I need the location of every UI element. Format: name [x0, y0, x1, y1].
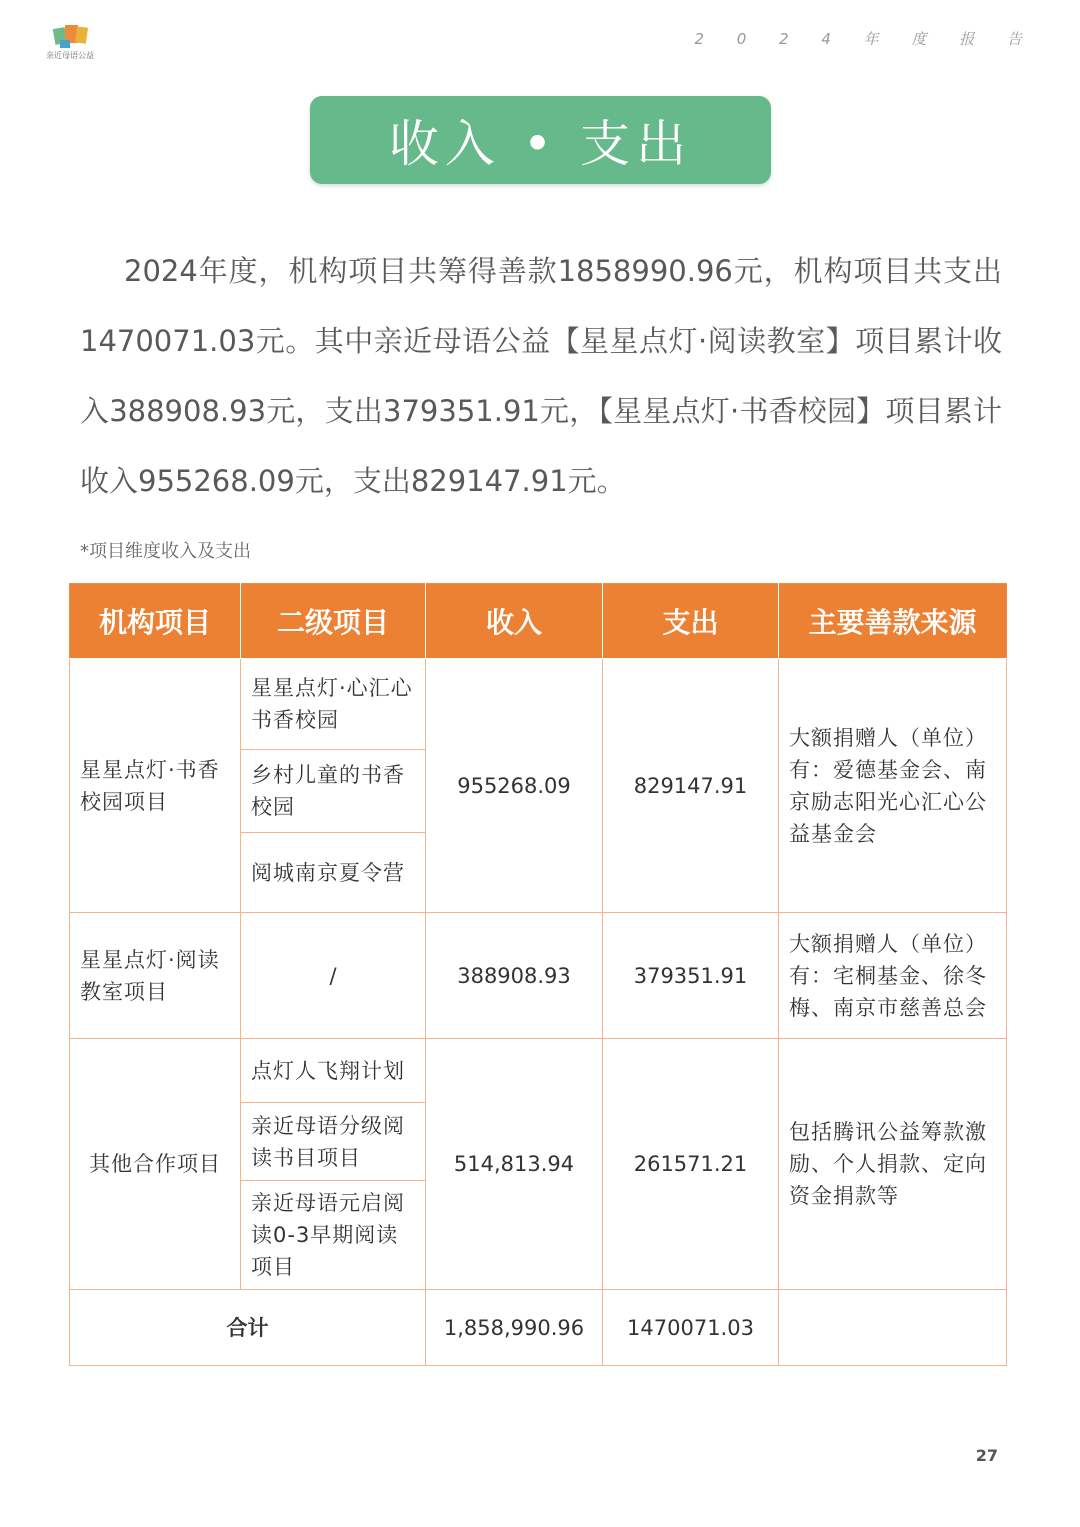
- section-title-banner: [310, 96, 771, 184]
- subproject-name: 亲近母语分级阅读书目项目: [241, 1103, 426, 1181]
- subproject-name: 星星点灯·心汇心书香校园: [241, 659, 426, 750]
- donation-source: 大额捐赠人（单位）有：爱德基金会、南京励志阳光心汇心公益基金会: [779, 659, 1007, 913]
- subproject-name: 点灯人飞翔计划: [241, 1039, 426, 1103]
- subproject-name: 乡村儿童的书香校园: [241, 750, 426, 833]
- total-expense: 1470071.03: [603, 1290, 779, 1366]
- subproject-name: /: [241, 913, 426, 1039]
- project-name: 其他合作项目: [70, 1039, 241, 1290]
- project-name: 星星点灯·书香校园项目: [70, 659, 241, 913]
- donation-source: 包括腾讯公益筹款激励、个人捐款、定向资金捐款等: [779, 1039, 1007, 1290]
- header-subproject: 二级项目: [241, 584, 426, 659]
- page-number: 27: [975, 1446, 998, 1465]
- header-income: 收入: [426, 584, 603, 659]
- table-row: [70, 913, 1007, 1039]
- total-source: [779, 1290, 1007, 1366]
- subproject-name: 亲近母语元启阅读0-3早期阅读项目: [241, 1181, 426, 1290]
- income-value: 388908.93: [426, 913, 603, 1039]
- header-source: 主要善款来源: [779, 584, 1007, 659]
- total-label: 合计: [70, 1290, 426, 1366]
- total-income: 1,858,990.96: [426, 1290, 603, 1366]
- total-row: [70, 1290, 1007, 1366]
- table-row: [70, 659, 1007, 750]
- header-project: 机构项目: [70, 584, 241, 659]
- report-label: 2 0 2 4 年 度 报 告: [694, 30, 1036, 48]
- expense-value: 829147.91: [603, 659, 779, 913]
- income-value: 514,813.94: [426, 1039, 603, 1290]
- table-header-row: [70, 584, 1007, 659]
- income-value: 955268.09: [426, 659, 603, 913]
- logo-text: 亲近母语公益: [46, 51, 94, 60]
- intro-paragraph: 2024年度，机构项目共筹得善款1858990.96元，机构项目共支出1470071.03元。其中亲近母语公益【星星点灯·阅读教室】项目累计收入388908.93元，支出379351.91元，【星星点灯·书香校园】项目累计收入955268.09元，支出829147.91元。: [80, 254, 1002, 498]
- expense-value: 379351.91: [603, 913, 779, 1039]
- expense-value: 261571.21: [603, 1039, 779, 1290]
- donation-source: 大额捐赠人（单位）有：宅桐基金、徐冬梅、南京市慈善总会: [779, 913, 1007, 1039]
- table-note: *项目维度收入及支出: [80, 541, 251, 562]
- header-expense: 支出: [603, 584, 779, 659]
- subproject-name: 阅城南京夏令营: [241, 833, 426, 913]
- table-row: [70, 1039, 1007, 1103]
- project-name: 星星点灯·阅读教室项目: [70, 913, 241, 1039]
- section-title: 收入 • 支出: [388, 115, 693, 173]
- income-expense-table: [69, 583, 1007, 1366]
